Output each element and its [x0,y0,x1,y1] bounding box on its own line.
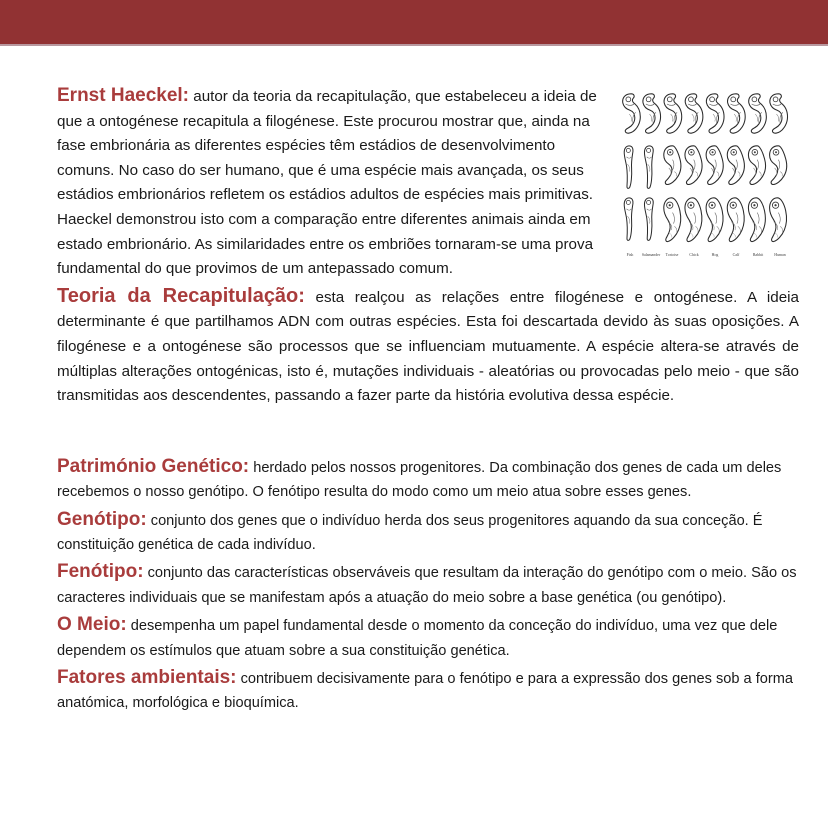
section-teoria-da-recapitulacao [57,284,799,409]
species-label: Tortoise [665,253,679,257]
body-genotipo: conjunto dos genes que o indivíduo herda dos seus progenitores aquando da sua conceção. É constituição genética de cada indivíduo. [57,512,763,553]
heading-fenotipo: Fenótipo: [57,561,144,583]
heading-fatores-ambientais: Fatores ambientais: [57,666,237,688]
section-ernst-haeckel [57,84,799,282]
section-fenotipo [57,560,799,610]
section-patrimonio-genetico [57,455,799,505]
heading-teoria-da-recapitulacao: Teoria da Recapitulação: [57,284,305,307]
section-spacer [57,409,799,455]
section-fatores-ambientais [57,666,799,716]
species-label: Fish [626,253,634,257]
species-label: Salamander [641,253,661,257]
embryo-comparison-illustration [617,86,799,262]
embryo-species-labels [627,253,786,257]
species-label: Calf [732,253,740,257]
heading-ernst-haeckel: Ernst Haeckel: [57,85,190,106]
species-label: Rabbit [752,253,764,257]
top-decorative-band [0,0,828,44]
document-content [57,84,799,716]
body-teoria-da-recapitulacao: esta realçou as relações entre filogénese e ontogénese. A ideia determinante é que partilhamos ADN com outras espécies. Esta foi descartada devido às suas oposições. A filogénese e a ontogénese são processos que se influenciam mutuamente. A espécie altera-se através de múltiplas alterações ontogénicas, isto é, mutações individuais - aleatórias ou provocadas pelo meio - que são transmitidas aos descendentes, passando a fazer parte da história evolutiva dessa espécie. [57,288,799,405]
section-genotipo [57,508,799,558]
body-fenotipo: conjunto das características observáveis que resultam da interação do genótipo com o meio. São os caracteres individuais que se manifestam após a atuação do meio sobre a base genética (ou genótipo). [57,565,797,606]
heading-o-meio: O Meio: [57,614,127,636]
heading-patrimonio-genetico: Património Genético: [57,455,250,477]
body-ernst-haeckel: autor da teoria da recapitulação, que estabeleceu a ideia de que a ontogénese recapitula a filogénese. Este procurou mostrar que, ainda na fase embrionária as diferentes espécies têm estádios de desenvolvimento comuns. No caso do ser humano, que é uma espécie mais avançada, os seus estádios embrionários refletem os estádios adultos de espécies mais primitivas. Haeckel demonstrou isto com a comparação entre diferentes animais ainda em estado embrionário. As similaridades entre os embriões tornaram-se uma prova fundamental do que provimos de um antepassado comum. [57,88,597,278]
body-fatores-ambientais: contribuem decisivamente para o fenótipo e para a expressão dos genes sob a forma anatómica, morfológica e bioquímica. [57,670,794,712]
section-o-meio [57,613,799,663]
species-label: Hog [711,253,719,257]
haeckel-embryo-figure [617,86,799,262]
species-label: Human [774,253,786,257]
body-o-meio: desempenha um papel fundamental desde o momento da conceção do indivíduo, uma vez que dele dependem os estímulos que atuam sobre a sua constituição genética. [57,618,778,659]
document-page [0,46,828,828]
body-patrimonio-genetico: herdado pelos nossos progenitores. Da combinação dos genes de cada um deles recebemos o nosso genótipo. O fenótipo resulta do modo como um meio atua sobre esses genes. [57,459,782,501]
heading-genotipo: Genótipo: [57,508,147,530]
species-label: Chick [689,253,699,257]
